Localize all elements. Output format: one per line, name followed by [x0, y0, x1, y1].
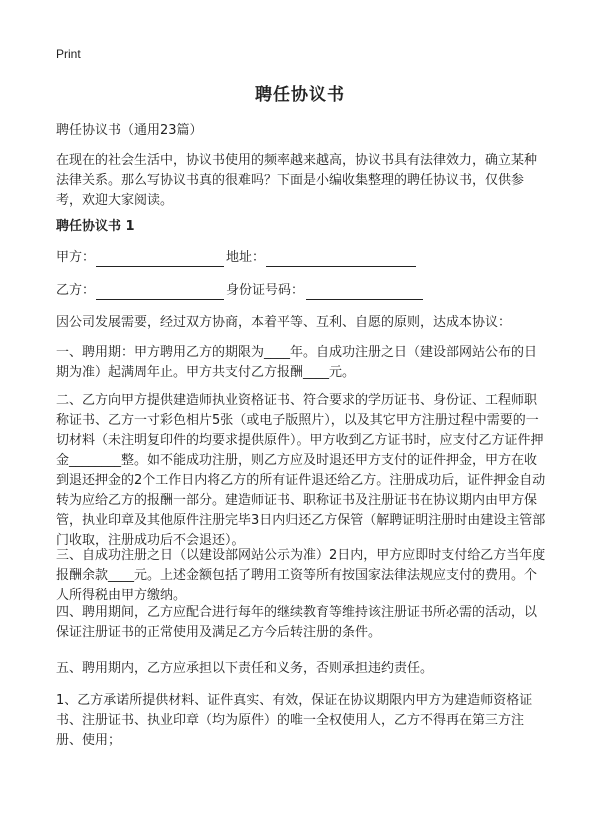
document-subtitle: 聘任协议书（通用23篇）	[56, 123, 203, 138]
document-title: 聘任协议书	[255, 85, 345, 105]
party-b-blank	[96, 299, 224, 300]
party-b-row	[56, 281, 546, 303]
address-label: 地址：	[226, 250, 266, 265]
party-a-row	[56, 248, 546, 270]
clause-5: 五、聘用期内，乙方应承担以下责任和义务，否则承担违约责任。	[56, 661, 434, 676]
clause-4: 四、聘用期间，乙方应配合进行每年的继续教育等维持该注册证书所必需的活动，以保证注册证书的正常使用及满足乙方今后转注册的条件。	[56, 605, 538, 640]
print-link[interactable]: Print	[56, 47, 81, 61]
clause-3: 三、自成功注册之日（以建设部网站公示为准）2日内，甲方应即时支付给乙方当年度报酬余款____元。上述金额包括了聘用工资等所有按国家法律法规应支付的费用。个人所得税由甲方缴纳。	[56, 548, 546, 603]
agreement-preamble: 因公司发展需要，经过双方协商，本着平等、互利、自愿的原则，达成本协议：	[56, 315, 512, 330]
address-blank	[266, 266, 416, 267]
section-heading: 聘任协议书 1	[56, 219, 135, 234]
party-b-label: 乙方：	[56, 283, 96, 298]
clause-1: 一、聘用期：甲方聘用乙方的期限为____年。自成功注册之日（建设部网站公布的日期为准）起满周年止。甲方共支付乙方报酬____元。	[56, 345, 538, 380]
clause-2: 二、乙方向甲方提供建造师执业资格证书、符合要求的学历证书、身份证、工程师职称证书、乙方一寸彩色相片5张（或电子版照片），以及其它甲方注册过程中需要的一切材料（未注明复印件的均要求提供原件）。甲方收到乙方证书时，应支付乙方证件押金________整。如不能成功注册，则乙方应及时退还甲方支付的证件押金，甲方在收到退还押金的2个工作日内将乙方的所有证件退还给乙方。注册成功后，证件押金自动转为应给乙方的报酬一部分。建造师证书、职称证书及注册证书在协议期内由甲方保管，执业印章及其他原件注册完毕3日内归还乙方保管（解聘证明注册时由建设主管部门收取，注册成功后不会退还）。	[56, 393, 546, 548]
id-label: 身份证号码：	[226, 283, 305, 298]
id-blank	[306, 299, 423, 300]
party-a-blank	[96, 266, 224, 267]
intro-paragraph: 在现在的社会生活中，协议书使用的频率越来越高，协议书具有法律效力，确立某种法律关系。那么写协议书真的很难吗？下面是小编收集整理的聘任协议书，仅供参考，欢迎大家阅读。	[56, 153, 538, 208]
party-a-label: 甲方：	[56, 250, 96, 265]
clause-5-item-1: 1、乙方承诺所提供材料、证件真实、有效，保证在协议期限内甲方为建造师资格证书、注册证书、执业印章（均为原件）的唯一全权使用人，乙方不得再在第三方注册、使用；	[56, 693, 533, 748]
